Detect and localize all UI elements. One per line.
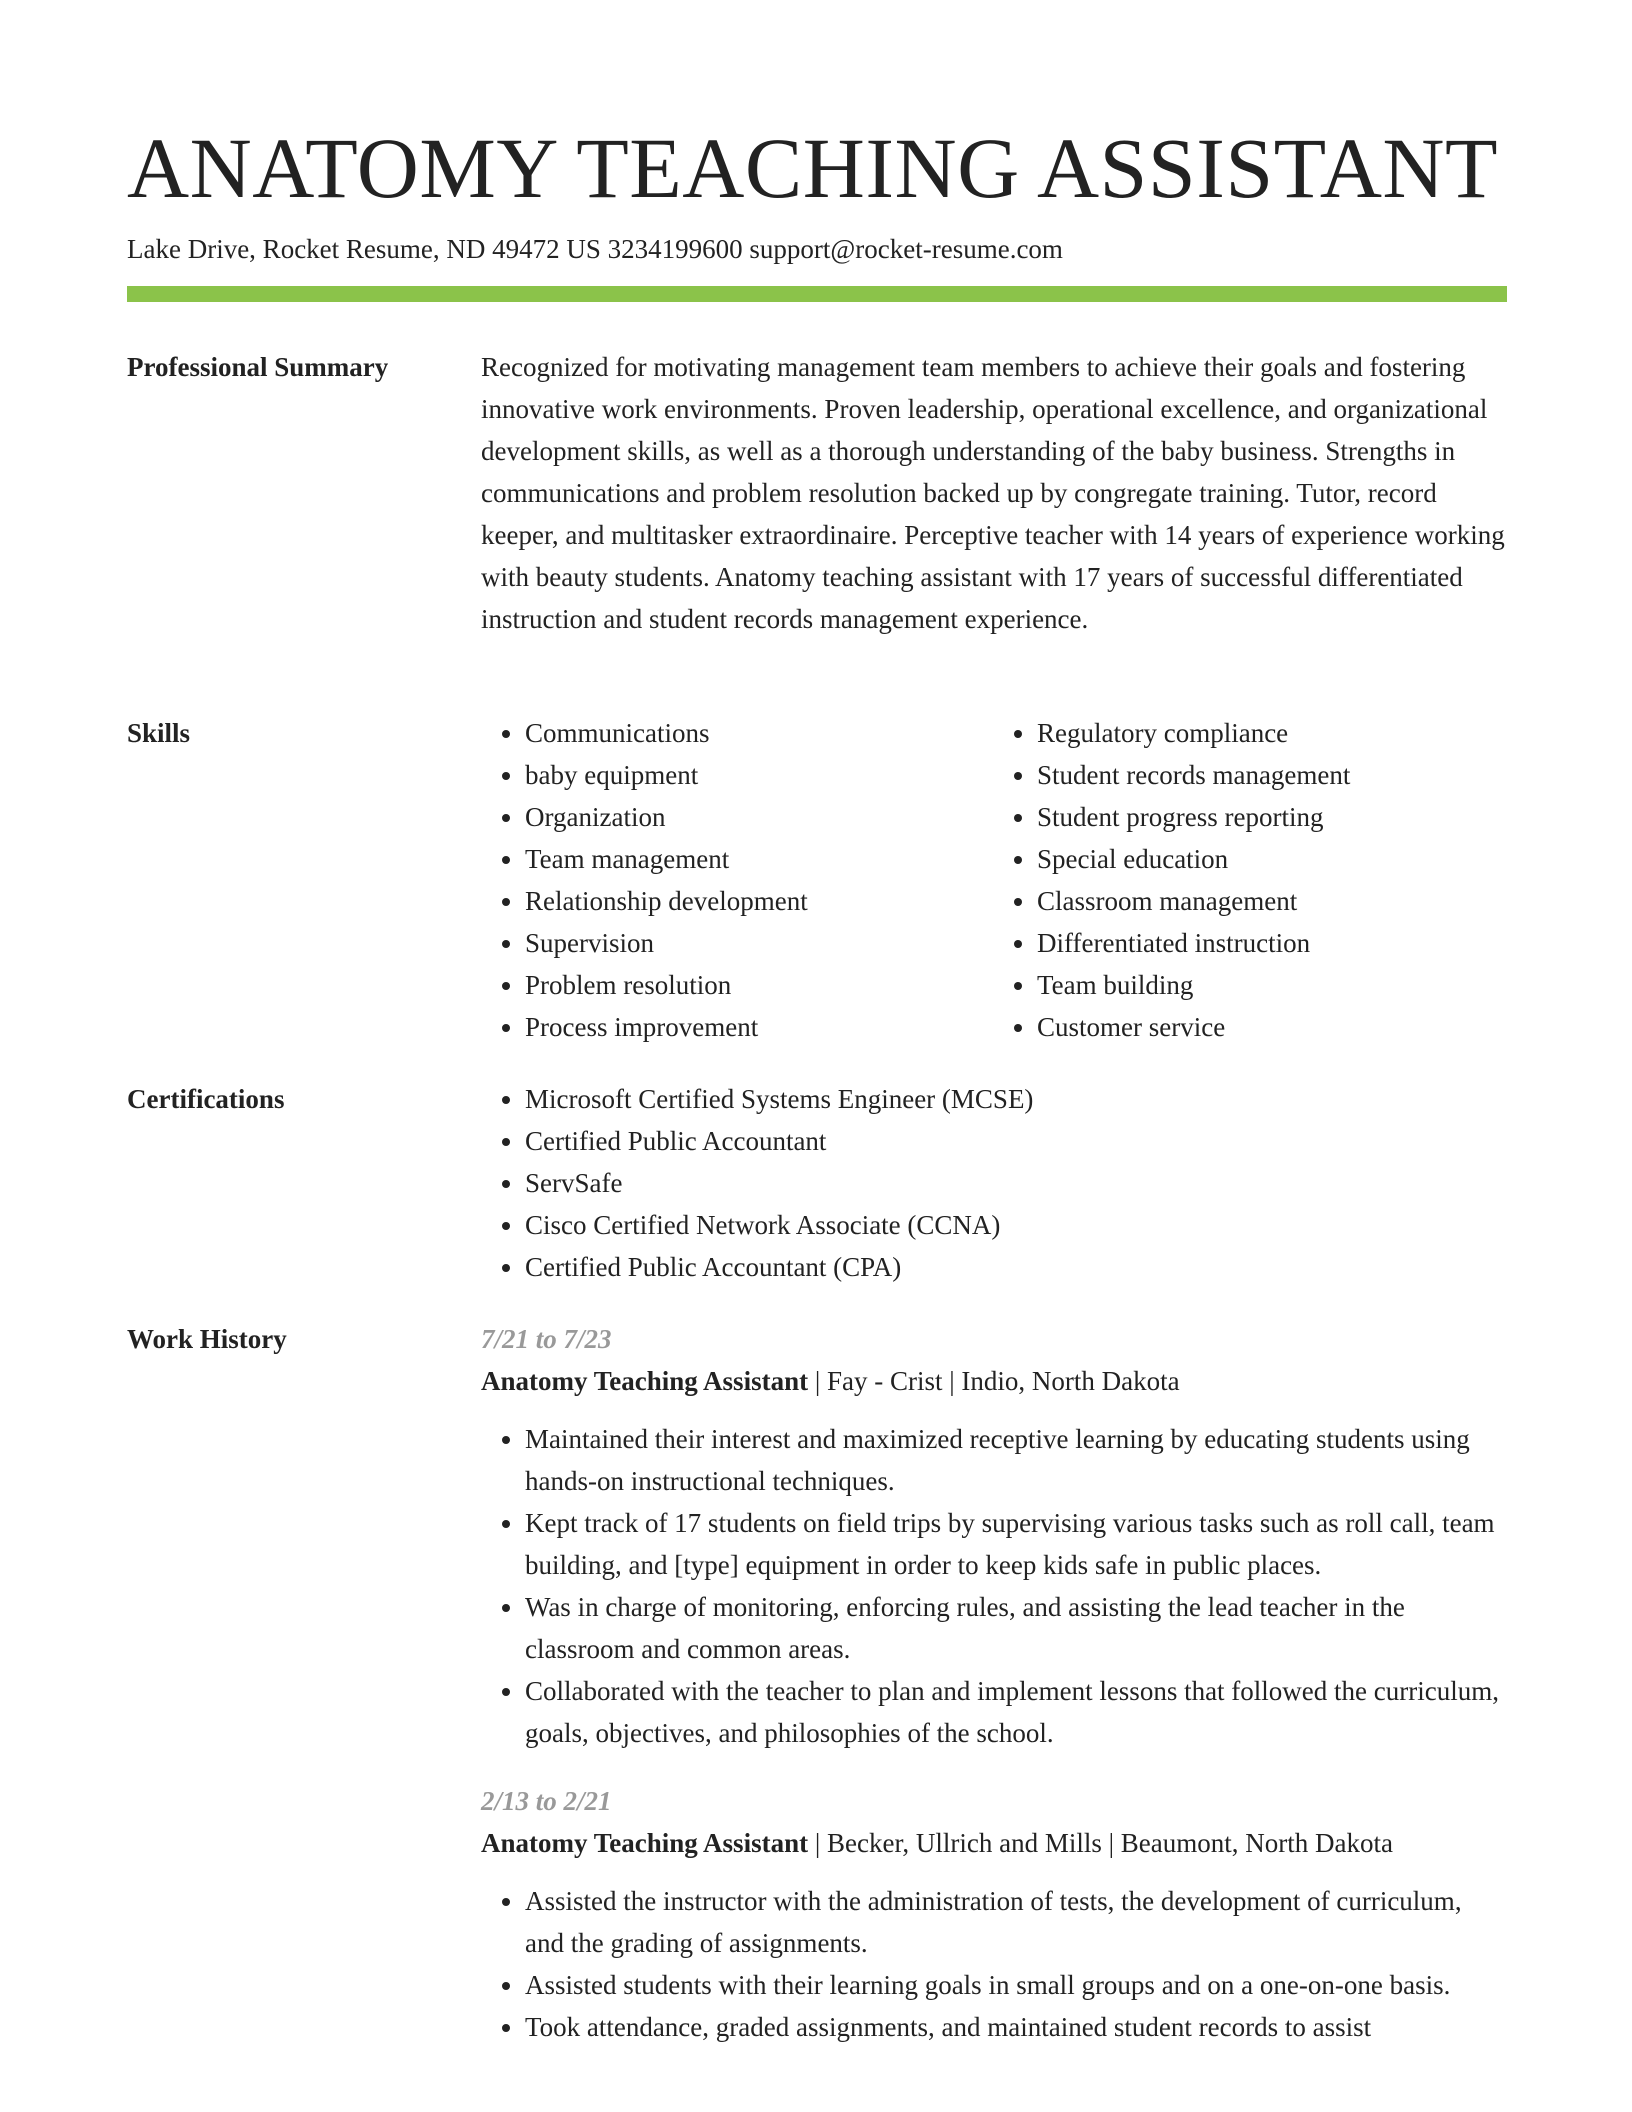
job-dates: 7/21 to 7/23	[481, 1324, 612, 1354]
skill-item: • Classroom management	[1037, 880, 1499, 922]
job-entry	[481, 1318, 1507, 1754]
job-title: Anatomy Teaching Assistant	[481, 1828, 809, 1858]
job-entry	[481, 1780, 1507, 2048]
job-details: | Fay - Crist | Indio, North Dakota	[808, 1366, 1180, 1396]
skill-item: • Student progress reporting	[1037, 796, 1499, 838]
summary-heading: Professional Summary	[127, 352, 389, 382]
skill-item: • Supervision	[525, 922, 987, 964]
skills-list-left	[481, 712, 987, 1048]
job-title: Anatomy Teaching Assistant	[481, 1366, 809, 1396]
skill-item: • Regulatory compliance	[1037, 712, 1499, 754]
job-heading	[481, 1360, 1507, 1402]
certification-item: • ServSafe	[525, 1162, 1507, 1204]
skill-item: • Customer service	[1037, 1006, 1499, 1048]
job-bullet: • Assisted the instructor with the administration of tests, the development of curriculum, and the grading of assignments.	[525, 1880, 1507, 1964]
job-bullet: • Collaborated with the teacher to plan and implement lessons that followed the curriculum, goals, objectives, and philosophies of the school.	[525, 1670, 1507, 1754]
skill-item: • Student records management	[1037, 754, 1499, 796]
job-bullet: • Maintained their interest and maximized receptive learning by educating students using hands-on instructional techniques.	[525, 1418, 1507, 1502]
skill-item: • Problem resolution	[525, 964, 987, 1006]
skill-item: • Organization	[525, 796, 987, 838]
skill-item: • Process improvement	[525, 1006, 987, 1048]
accent-divider	[127, 286, 1507, 302]
job-dates: 2/13 to 2/21	[481, 1786, 612, 1816]
job-bullets	[481, 1418, 1507, 1754]
skills-heading: Skills	[127, 718, 191, 748]
job-heading	[481, 1822, 1507, 1864]
certification-item: • Certified Public Accountant	[525, 1120, 1507, 1162]
skill-item: • Special education	[1037, 838, 1499, 880]
job-bullet: • Was in charge of monitoring, enforcing rules, and assisting the lead teacher in the classroom and common areas.	[525, 1586, 1507, 1670]
work-history-body	[481, 1318, 1507, 2048]
certification-item: • Microsoft Certified Systems Engineer (MCSE)	[525, 1078, 1507, 1120]
certifications-list	[481, 1078, 1507, 1288]
skill-item: • Communications	[525, 712, 987, 754]
job-bullet: • Took attendance, graded assignments, and maintained student records to assist	[525, 2006, 1507, 2048]
skill-item: • Relationship development	[525, 880, 987, 922]
resume-name-heading: ANATOMY TEACHING ASSISTANT	[127, 120, 1499, 216]
certifications-heading: Certifications	[127, 1084, 285, 1114]
work-history-heading: Work History	[127, 1324, 287, 1354]
certification-item: • Certified Public Accountant (CPA)	[525, 1246, 1507, 1288]
summary-text: Recognized for motivating management team members to achieve their goals and fostering innovative work environments. Proven leadership, operational excellence, and organizational development skills, as well as a thorough understanding of the baby business. Strengths in communications and problem resolution backed up by congregate training. Tutor, record keeper, and multitasker extraordinaire. Perceptive teacher with 14 years of experience working with beauty students. Anatomy teaching assistant with 17 years of successful differentiated instruction and student records management experience.	[481, 352, 1505, 634]
skill-item: • Differentiated instruction	[1037, 922, 1499, 964]
job-bullet: • Assisted students with their learning goals in small groups and on a one-on-one basis.	[525, 1964, 1507, 2006]
certification-item: • Cisco Certified Network Associate (CCNA)	[525, 1204, 1507, 1246]
skill-item: • Team building	[1037, 964, 1499, 1006]
summary-body	[481, 346, 1507, 640]
skill-item: • baby equipment	[525, 754, 987, 796]
skills-body	[481, 712, 1507, 1048]
job-details: | Becker, Ullrich and Mills | Beaumont, North Dakota	[808, 1828, 1393, 1858]
certifications-body	[481, 1078, 1507, 1288]
contact-info: Lake Drive, Rocket Resume, ND 49472 US 3234199600 support@rocket-resume.com	[127, 234, 1063, 264]
skill-item: • Team management	[525, 838, 987, 880]
job-bullet: • Kept track of 17 students on field trips by supervising various tasks such as roll call, team building, and [type] equipment in order to keep kids safe in public places.	[525, 1502, 1507, 1586]
skills-list-right	[987, 712, 1499, 1048]
job-bullets	[481, 1880, 1507, 2048]
